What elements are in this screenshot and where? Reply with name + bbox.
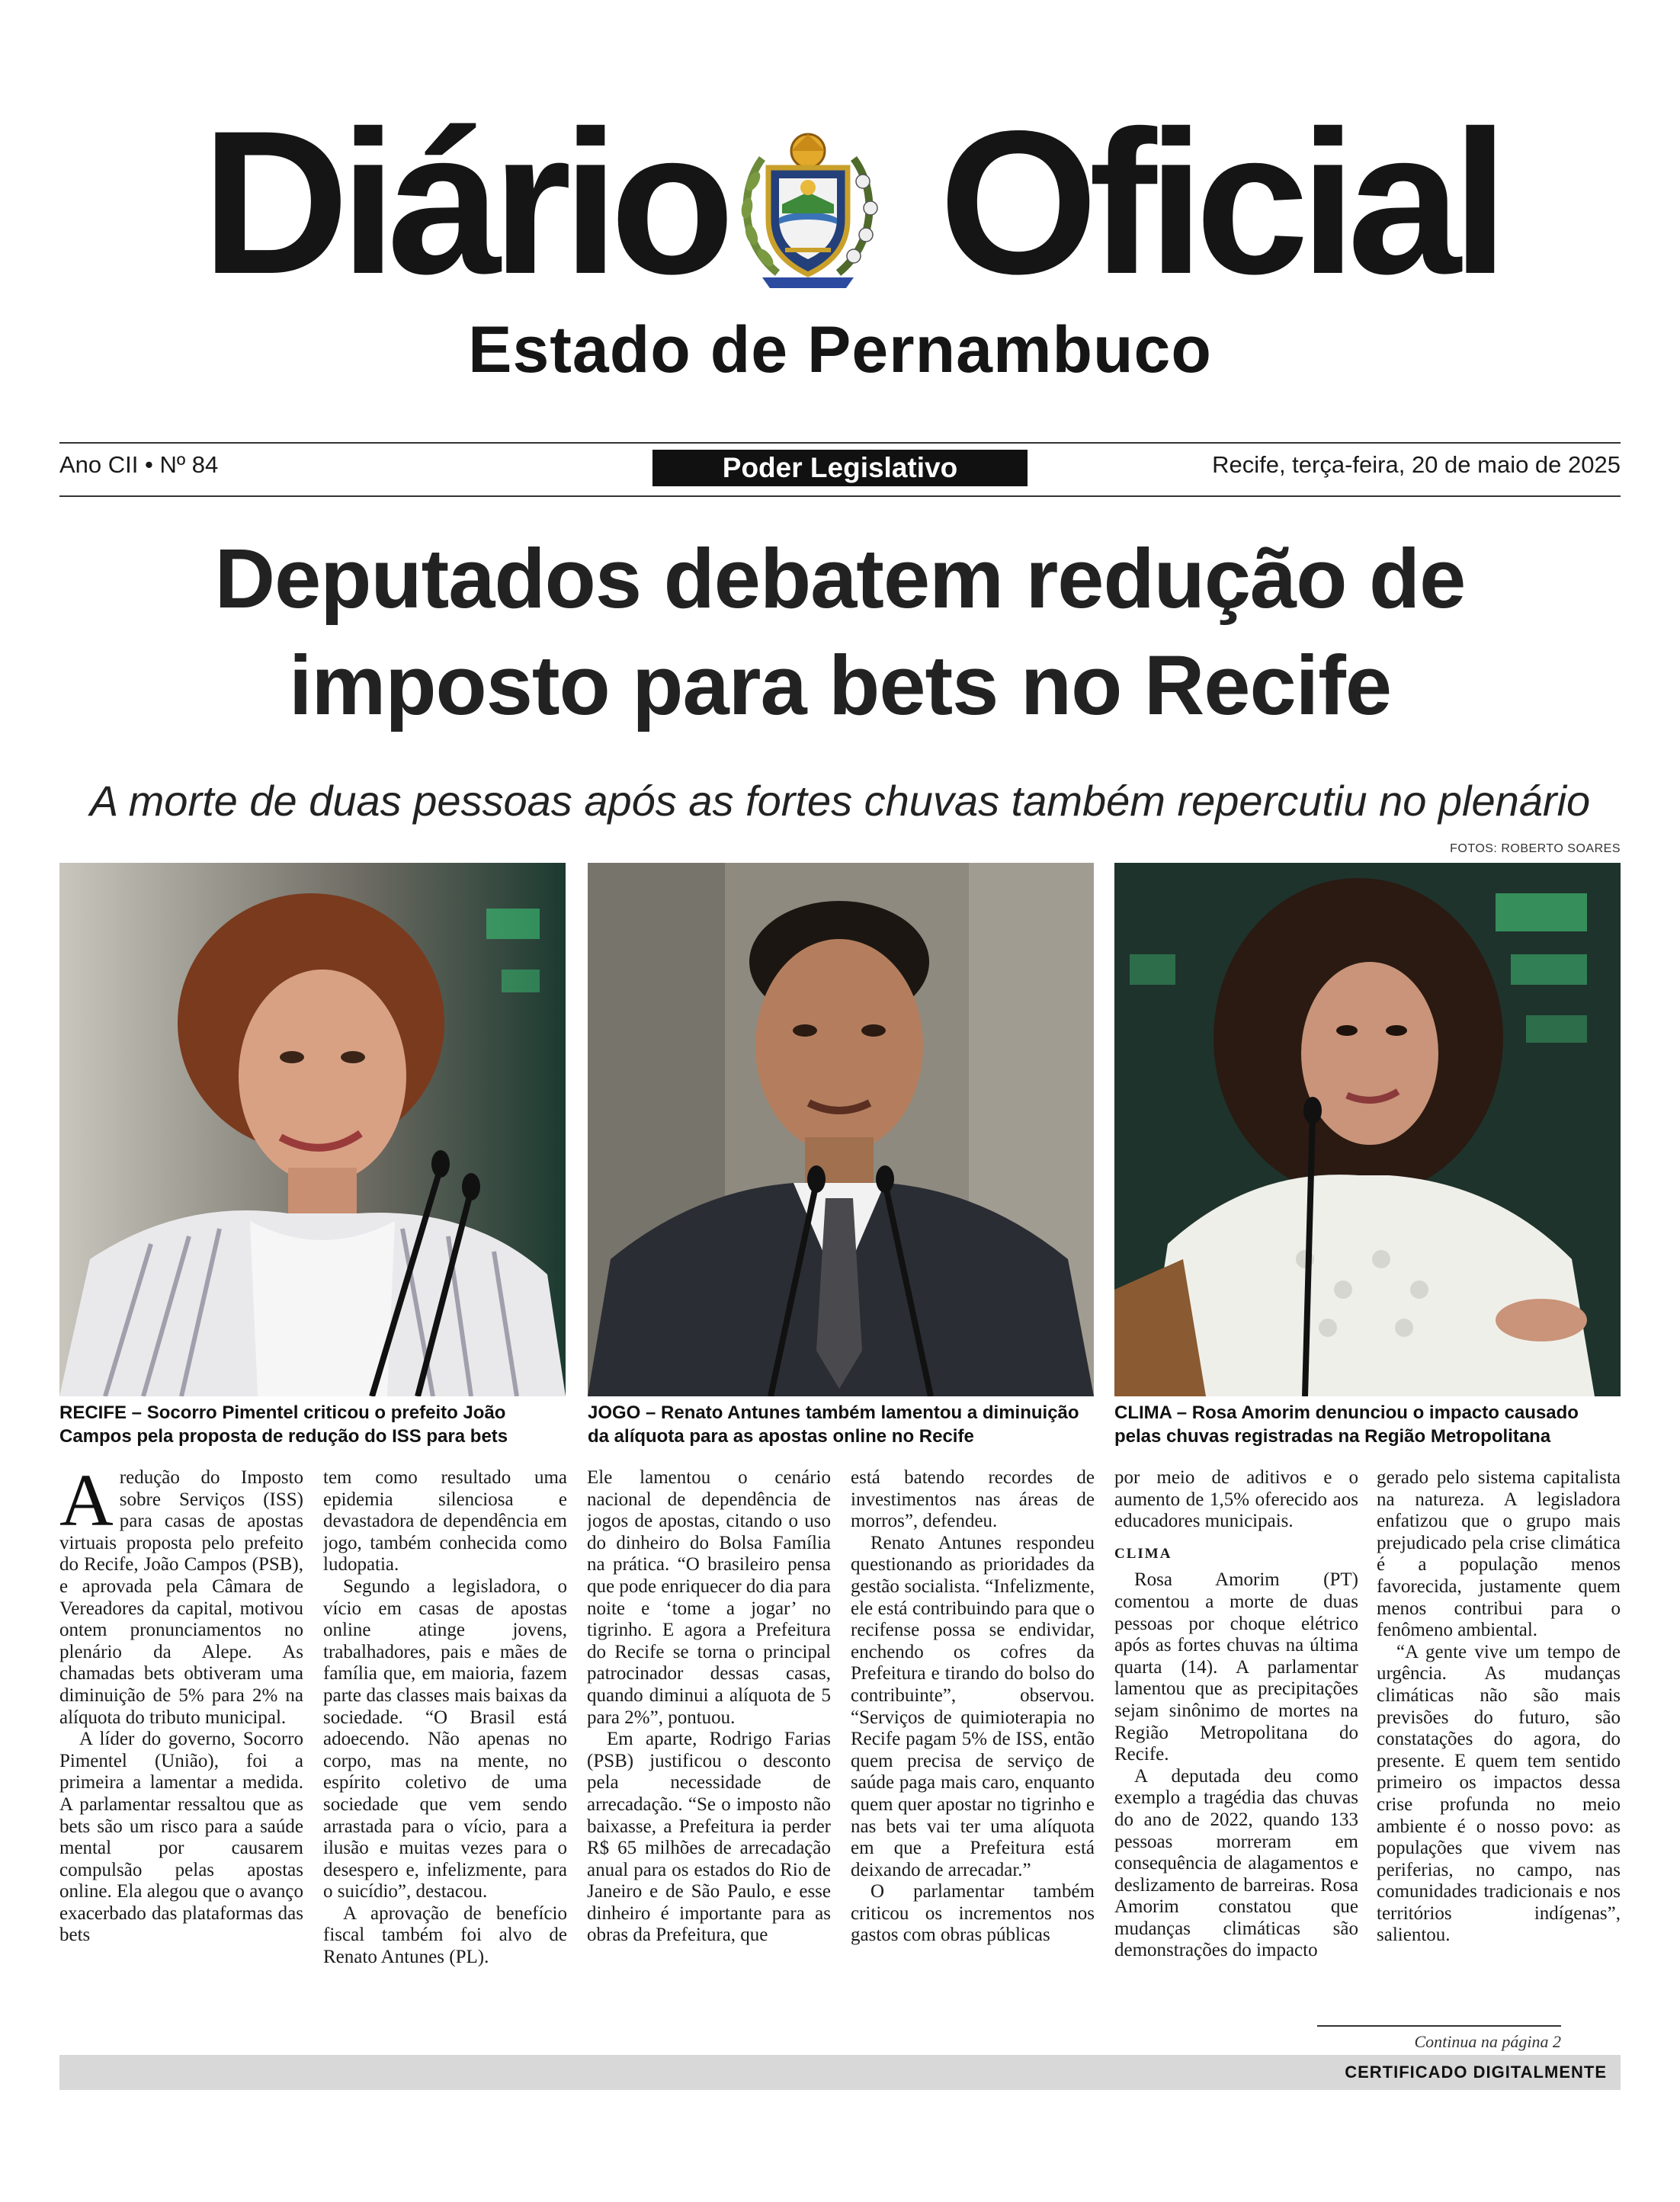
masthead-subtitle: Estado de Pernambuco (468, 313, 1212, 386)
dateline: Recife, terça-feira, 20 de maio de 2025 (1212, 451, 1621, 478)
masthead-title-left: Diário (201, 88, 726, 316)
article-column-2 (323, 1467, 567, 2008)
photo-socorro-pimentel (59, 863, 566, 1396)
article-paragraph: O parlamentar também criticou os incrementos nos gastos com obras públicas (851, 1881, 1095, 1946)
article-body (59, 1467, 1621, 2008)
article-paragraph: Renato Antunes respondeu questionando as prioridades da gestão socialista. “Infelizmente, ele está contribuindo para que o recifense possa se endividar, enchendo os cofres da Prefeitura e tirando do bolso do contribuinte”, observou. “Serviços de quimioterapia no Recife pagam 5% de ISS, então quem precisa de serviço de saúde paga mais caro, enquanto quem quer apostar no tigrinho e nas bets vai ter uma alíquota em que a Prefeitura está deixando de arrecadar.” (851, 1532, 1095, 1880)
drop-cap: A (59, 1467, 114, 1542)
headline-line-2: imposto para bets no Recife (288, 639, 1392, 732)
article-paragraph: A líder do governo, Socorro Pimentel (União), foi a primeira a lamentar a medida. A parlamentar ressaltou que as bets são um risco para a saúde mental por causarem compulsão pelas apostas online. Ela alegou que o avanço exacerbado das plataformas das bets (59, 1729, 303, 1946)
article-paragraph: “A gente vive um tempo de urgência. As mudanças climáticas não são mais previsões do futuro, são constatações do agora, do presente. E quem tem sentido primeiro os impactos dessa crise profunda no meio ambiente é o nosso povo: as populações que vivem nas periferias, no campo, nas comunidades tradicionais e nos territórios indígenas”, salientou. (1377, 1641, 1621, 1946)
masthead-title-right: Oficial (939, 88, 1500, 316)
digital-certificate-label: CERTIFICADO DIGITALMENTE (1345, 2063, 1607, 2082)
continua-rule (1317, 2025, 1561, 2027)
photo-caption-1: RECIFE – Socorro Pimentel criticou o prefeito João Campos pela proposta de redução do ISS para bets (59, 1402, 508, 1447)
article-paragraph: Em aparte, Rodrigo Farias (PSB) justificou o desconto pela necessidade de arrecadação. “Se o imposto não baixasse, a Prefeitura ia perder R$ 65 milhões de arrecadação anual para os estados do Rio de Janeiro e de São Paulo, e esse dinheiro é importante para as obras da Prefeitura, que (587, 1729, 831, 1946)
article-paragraph: tem como resultado uma epidemia silenciosa e devastadora de dependência em jogo, também conhecida como ludopatia. (323, 1467, 567, 1575)
photo-caption-2: JOGO – Renato Antunes também lamentou a diminuição da alíquota para as apostas online no Recife (588, 1402, 1079, 1447)
issue-number: Ano CII • Nº 84 (59, 451, 219, 478)
article-paragraph: está batendo recordes de investimentos nas áreas de morros”, defendeu. (851, 1467, 1095, 1532)
article-column-1 (59, 1467, 303, 2008)
continued-on-page: Continua na página 2 (1414, 2032, 1561, 2051)
photo-caption-3: CLIMA – Rosa Amorim denunciou o impacto causado pelas chuvas registradas na Região Metropolitana (1114, 1402, 1579, 1447)
article-column-4 (851, 1467, 1095, 2008)
photo-credit: FOTOS: ROBERTO SOARES (1450, 842, 1621, 855)
photo-2-illustration (588, 863, 1094, 1396)
article-paragraph: Ele lamentou o cenário nacional de dependência de jogos de apostas, citando o uso do dinheiro do Bolsa Família na prática. “O brasileiro pensa que pode enriquecer do dia para noite e ‘tome a jogar’ no tigrinho. E agora a Prefeitura do Recife se torna o principal patrocinador dessas casas, quando diminui a alíquota de 5 para 2%”, pontuou. (587, 1467, 831, 1728)
headline-line-1: Deputados debatem redução de (214, 532, 1466, 626)
article-column-3 (587, 1467, 831, 2008)
section-heading-clima: CLIMA (1114, 1545, 1172, 1562)
bottom-rule (59, 495, 1621, 497)
article-paragraph: Segundo a legisladora, o vício em casas de apostas online atinge jovens, trabalhadores, pais e mães de família que, em maioria, fazem parte das classes mais baixas da sociedade. “O Brasil está adoecendo. Não apenas no corpo, mas na mente, no espírito coletivo de uma sociedade que vem sendo arrastada para o vício, para a ilusão e muitas vezes para o desespero e, infelizmente, para o suicídio”, destacou. (323, 1575, 567, 1902)
pernambuco-coat-of-arms-icon (732, 128, 884, 292)
article-column-5 (1114, 1467, 1358, 2008)
info-bar (59, 444, 1621, 497)
article-paragraph: Rosa Amorim (PT) comentou a morte de duas pessoas por choque elétrico após as fortes chuvas na última quarta (14). A parlamentar lamentou que as precipitações sejam sinônimo de mortes na Região Metropolitana do Recife. (1114, 1569, 1358, 1765)
headline (46, 526, 1634, 739)
article-column-6 (1377, 1467, 1621, 2008)
article-paragraph: por meio de aditivos e o aumento de 1,5% oferecido aos educadores municipais. (1114, 1467, 1358, 1532)
section-label: Poder Legislativo (652, 450, 1028, 486)
article-paragraph: Aredução do Imposto sobre Serviços (ISS) para casas de apostas virtuais proposta pelo prefeito do Recife, João Campos (PSB), e aprovada pela Câmara de Vereadores da capital, motivou ontem pronunciamentos no plenário da Alepe. As chamadas bets obtiveram uma diminuição de 5% para 2% na alíquota do tributo municipal. (59, 1467, 303, 1728)
photo-renato-antunes (588, 863, 1094, 1396)
article-paragraph: gerado pelo sistema capitalista na natureza. A legisladora enfatizou que o grupo mais prejudicado pela crise climática é a população menos favorecida, justamente quem menos contribui para o fenômeno ambiental. (1377, 1467, 1621, 1641)
footer-bar (59, 2055, 1621, 2090)
masthead (0, 88, 1680, 316)
article-paragraph: A aprovação de benefício fiscal também foi alvo de Renato Antunes (PL). (323, 1902, 567, 1968)
photo-3-illustration (1114, 863, 1621, 1396)
photo-1-illustration (59, 863, 566, 1396)
photo-rosa-amorim (1114, 863, 1621, 1396)
article-paragraph: A deputada deu como exemplo a tragédia das chuvas do ano de 2022, quando 133 pessoas morreram em consequência de alagamentos e deslizamento de barreiras. Rosa Amorim constatou que mudanças climáticas são demonstrações do impacto (1114, 1765, 1358, 1961)
subheadline: A morte de duas pessoas após as fortes chuvas também repercutiu no plenário (89, 777, 1591, 825)
